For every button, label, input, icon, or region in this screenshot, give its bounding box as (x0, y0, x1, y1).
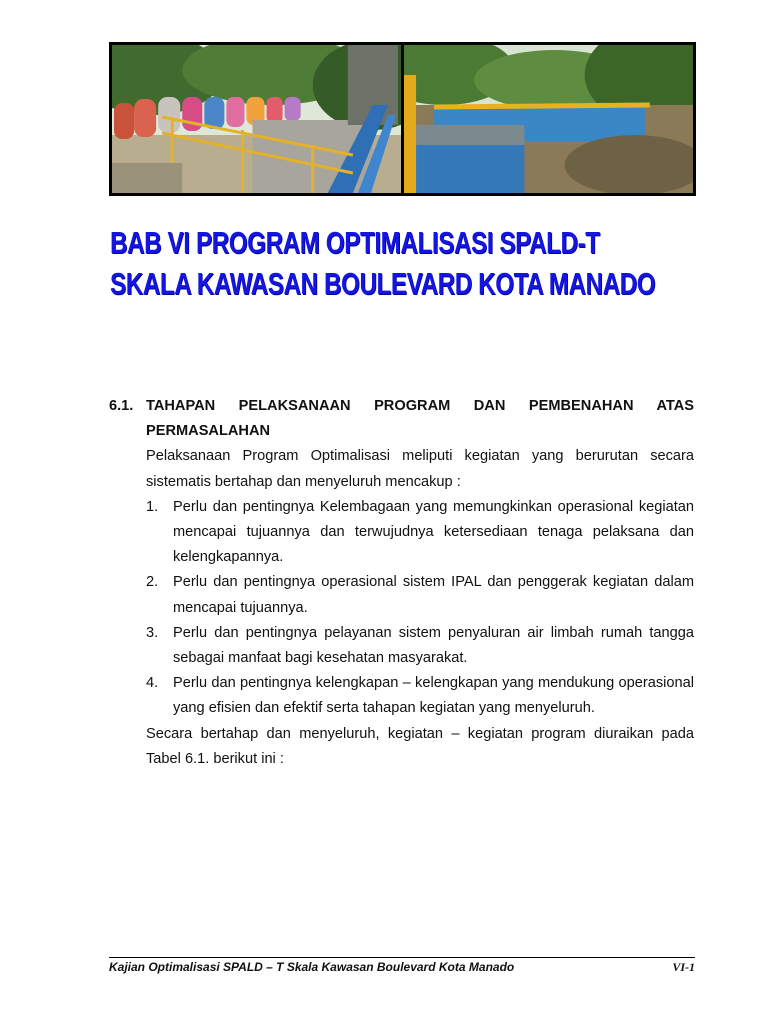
list-item-text: Perlu dan pentingnya operasional sistem IPAL dan penggerak kegiatan dalam mencapai tujuannya. (173, 574, 694, 616)
intro-paragraph: Pelaksanaan Program Optimalisasi meliputi kegiatan yang berurutan secara sistematis bertahap dan menyeluruh mencakup : (146, 448, 694, 490)
footer-divider (109, 957, 695, 958)
requirements-list (146, 495, 694, 722)
list-item-text: Perlu dan pentingnya Kelembagaan yang memungkinkan operasional kegiatan mencapai tujuannya dan terwujudnya ketersediaan tenaga pelaksana dan kelengkapannya. (173, 498, 694, 566)
section-title (146, 394, 694, 444)
list-item-number: 1. (146, 498, 159, 515)
list-item-number: 4. (146, 675, 159, 692)
section-number: 6.1. (109, 398, 134, 414)
chapter-title-line-2: SKALA KAWASAN BOULEVARD KOTA MANADO (110, 266, 656, 301)
chapter-title (110, 222, 655, 304)
chapter-title-line-1: BAB VI PROGRAM OPTIMALISASI SPALD-T (110, 225, 600, 260)
list-item-number: 3. (146, 624, 159, 641)
right-photo-treatment-tank (404, 45, 693, 193)
left-photo-ipal-site (112, 45, 401, 193)
footer-document-title: Kajian Optimalisasi SPALD – T Skala Kawasan Boulevard Kota Manado (109, 960, 515, 974)
list-item (146, 621, 694, 671)
list-item (146, 495, 694, 571)
closing-paragraph: Secara bertahap dan menyeluruh, kegiatan – kegiatan program diuraikan pada Tabel 6.1. berikut ini : (146, 725, 694, 767)
footer-page-number: VI-1 (672, 960, 695, 974)
list-item (146, 570, 694, 620)
list-item-number: 2. (146, 574, 159, 591)
section-6-1 (109, 394, 694, 772)
section-body (146, 444, 694, 772)
list-item-text: Perlu dan pentingnya pelayanan sistem penyaluran air limbah rumah tangga sebagai manfaat bagi kesehatan masyarakat. (173, 624, 694, 667)
header-photo-strip (109, 42, 696, 196)
section-title-line-1: TAHAPAN PELAKSANAAN PROGRAM DAN PEMBENAHAN ATAS (146, 398, 694, 414)
list-item (146, 671, 694, 721)
list-item-text: Perlu dan pentingnya kelengkapan – kelengkapan yang mendukung operasional yang efisien dan efektif serta tahapan kegiatan yang menyeluruh. (173, 675, 694, 717)
section-title-line-2: PERMASALAHAN (146, 423, 271, 440)
section-heading (109, 394, 694, 444)
